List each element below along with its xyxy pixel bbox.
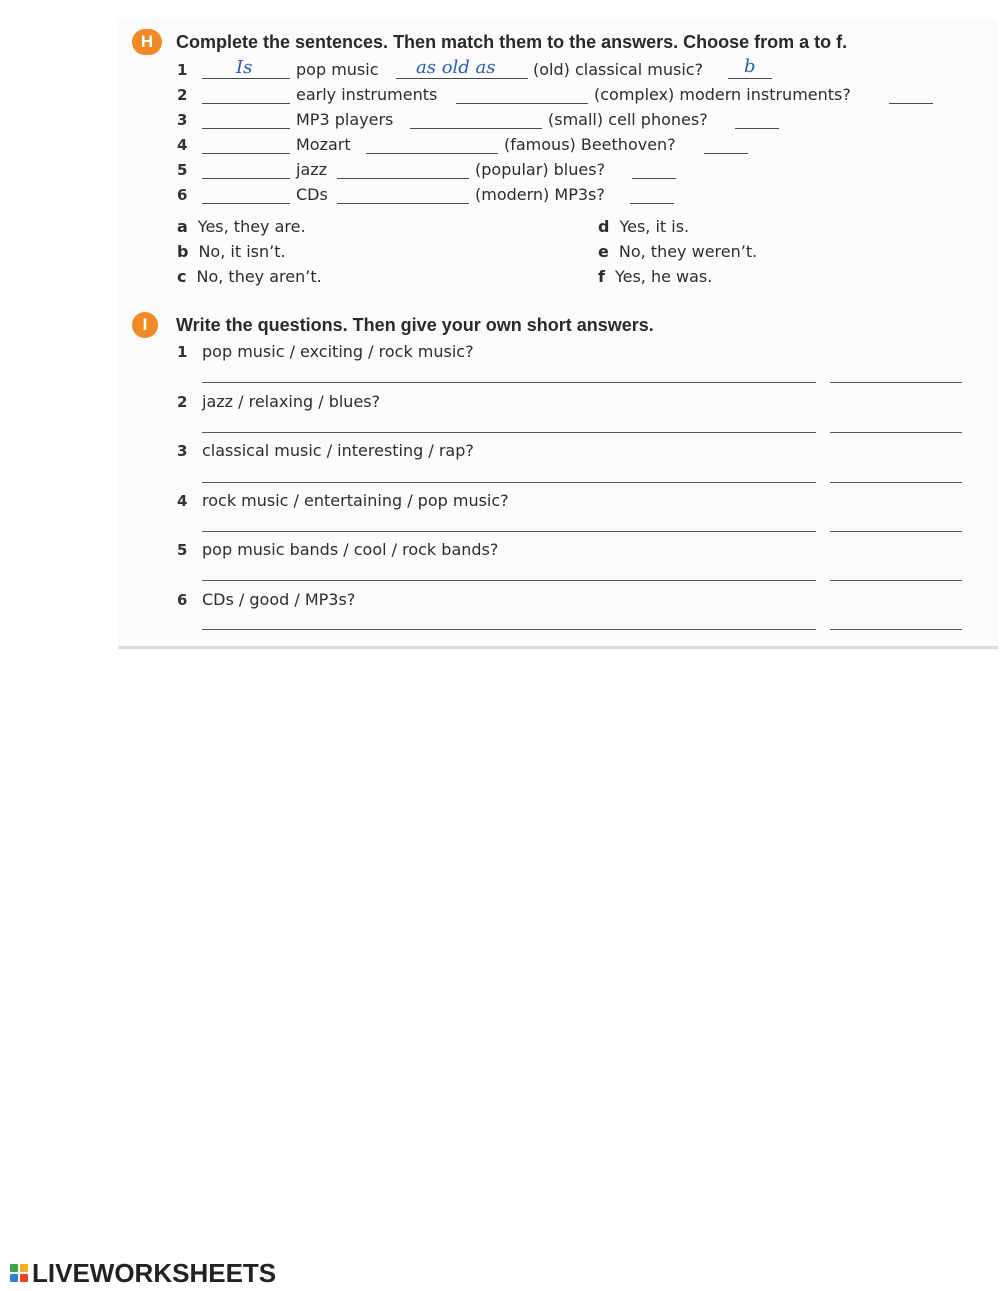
h-blank-verb[interactable]	[202, 178, 290, 179]
i-item-prompt: pop music / exciting / rock music?	[202, 342, 474, 361]
answer-text: Yes, he was.	[614, 267, 713, 286]
i-item-prompt: CDs / good / MP3s?	[202, 590, 356, 609]
i-question-line[interactable]	[202, 531, 816, 532]
h-blank-comparative[interactable]	[396, 78, 528, 79]
h-blank-comparative[interactable]	[456, 103, 588, 104]
h-blank-comparative[interactable]	[366, 153, 498, 154]
h-item-subject: MP3 players	[296, 110, 394, 129]
h-blank-answer[interactable]	[735, 128, 779, 129]
answer-text: No, they aren’t.	[196, 267, 322, 286]
answer-letter: a	[177, 217, 188, 236]
answer-letter: f	[598, 267, 605, 286]
h-item-number: 4	[177, 136, 188, 154]
i-item-number: 1	[177, 343, 188, 361]
section-i-badge: I	[132, 312, 158, 338]
h-blank-comparative[interactable]	[410, 128, 542, 129]
h-item-number: 1	[177, 61, 188, 79]
answer-letter: b	[177, 242, 189, 261]
h-item-subject: CDs	[296, 185, 328, 204]
answer-option-b	[177, 242, 286, 262]
section-h-badge: H	[132, 29, 162, 55]
i-item-prompt: jazz / relaxing / blues?	[202, 392, 381, 411]
i-answer-line[interactable]	[830, 382, 962, 383]
i-question-line[interactable]	[202, 432, 816, 433]
i-item-number: 5	[177, 541, 188, 559]
h-blank-verb[interactable]	[202, 103, 290, 104]
section-i-instruction: Write the questions. Then give your own short answers.	[176, 315, 654, 335]
logo-icon	[10, 1264, 28, 1282]
answer-option-d	[598, 217, 689, 237]
i-answer-line[interactable]	[830, 629, 962, 630]
h-item-adjective: (popular) blues?	[475, 160, 606, 179]
h-blank-answer[interactable]	[632, 178, 676, 179]
i-answer-line[interactable]	[830, 531, 962, 532]
answer-text: No, it isn’t.	[198, 242, 286, 261]
h-item-subject: jazz	[296, 160, 328, 179]
h-blank-answer[interactable]	[889, 103, 933, 104]
answer-letter: e	[598, 242, 609, 261]
h-item-adjective: (complex) modern instruments?	[594, 85, 851, 104]
logo-text: LIVEWORKSHEETS	[32, 1257, 277, 1288]
i-item-number: 3	[177, 442, 188, 460]
h-item-subject: Mozart	[296, 135, 351, 154]
i-item-number: 6	[177, 591, 188, 609]
h-item-adjective: (small) cell phones?	[548, 110, 708, 129]
answer-option-c	[177, 267, 322, 287]
i-question-line[interactable]	[202, 482, 816, 483]
answer-text: No, they weren’t.	[618, 242, 758, 261]
i-item-number: 4	[177, 492, 188, 510]
h-blank-answer[interactable]	[630, 203, 674, 204]
h-handwritten-verb: Is	[236, 57, 253, 78]
h-handwritten-comparative: as old as	[416, 57, 496, 78]
i-item-number: 2	[177, 393, 188, 411]
answer-letter: c	[177, 267, 187, 286]
i-answer-line[interactable]	[830, 432, 962, 433]
i-question-line[interactable]	[202, 580, 816, 581]
h-item-subject: pop music	[296, 60, 379, 79]
h-blank-comparative[interactable]	[337, 203, 469, 204]
h-blank-verb[interactable]	[202, 153, 290, 154]
i-answer-line[interactable]	[830, 482, 962, 483]
h-item-number: 3	[177, 111, 188, 129]
h-blank-comparative[interactable]	[337, 178, 469, 179]
i-question-line[interactable]	[202, 382, 816, 383]
h-item-number: 2	[177, 86, 188, 104]
h-item-subject: early instruments	[296, 85, 438, 104]
h-item-adjective: (modern) MP3s?	[475, 185, 605, 204]
liveworksheets-logo[interactable]	[10, 1258, 276, 1288]
answer-option-e	[598, 242, 757, 262]
h-blank-verb[interactable]	[202, 78, 290, 79]
i-item-prompt: pop music bands / cool / rock bands?	[202, 540, 499, 559]
h-item-adjective: (old) classical music?	[533, 60, 704, 79]
h-blank-verb[interactable]	[202, 203, 290, 204]
answer-letter: d	[598, 217, 610, 236]
i-question-line[interactable]	[202, 629, 816, 630]
h-blank-verb[interactable]	[202, 128, 290, 129]
h-item-number: 5	[177, 161, 188, 179]
i-item-prompt: rock music / entertaining / pop music?	[202, 491, 509, 510]
section-h-instruction: Complete the sentences. Then match them to the answers. Choose from a to f.	[176, 32, 848, 52]
i-item-prompt: classical music / interesting / rap?	[202, 441, 474, 460]
answer-text: Yes, it is.	[619, 217, 690, 236]
answer-text: Yes, they are.	[197, 217, 306, 236]
h-blank-answer[interactable]	[704, 153, 748, 154]
h-blank-answer[interactable]	[728, 78, 772, 79]
h-handwritten-answer: b	[744, 56, 756, 77]
i-answer-line[interactable]	[830, 580, 962, 581]
answer-option-a	[177, 217, 306, 237]
h-item-adjective: (famous) Beethoven?	[504, 135, 676, 154]
answer-option-f	[598, 267, 712, 287]
h-item-number: 6	[177, 186, 188, 204]
